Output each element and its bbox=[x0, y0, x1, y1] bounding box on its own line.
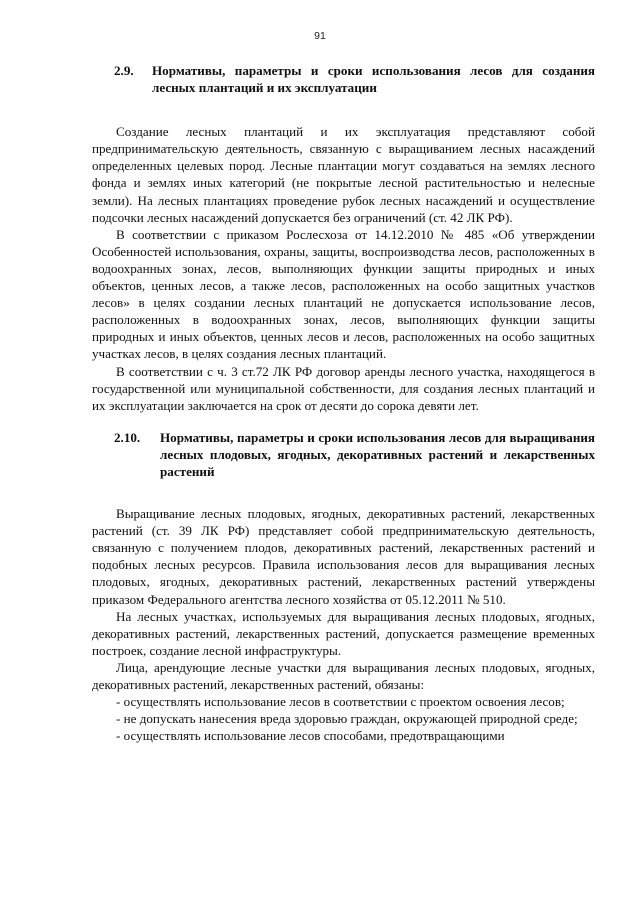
section-heading-2-10 bbox=[92, 429, 595, 480]
list-item: - осуществлять использование лесов в соответствии с проектом освоения лесов; bbox=[116, 694, 565, 710]
page-number: 91 bbox=[314, 30, 326, 42]
section-title: Нормативы, параметры и сроки использования лесов для создания лесных плантаций и их эксплуатации bbox=[152, 63, 595, 96]
section-number: 2.10. bbox=[114, 429, 141, 445]
section-heading-2-9 bbox=[92, 62, 595, 96]
paragraph: Создание лесных плантаций и их эксплуатация представляют собой предпринимательскую деятельность, связанную с выращиванием лесных насаждений определенных целевых пород. Лесные плантации могут создаваться на землях лесного фонда и землях иных категорий (не покрытые лесной растительностью и нелесные земли). На лесных плантациях проведение рубок лесных насаждений и осуществление подсочки лесных насаждений допускается без ограничений (ст. 42 ЛК РФ). bbox=[92, 124, 595, 225]
paragraph: В соответствии с приказом Рослесхоза от 14.12.2010 № 485 «Об утверждении Особенностей использования, охраны, защиты, воспроизводства лесов, расположенных в водоохранных зонах, лесов, выполняющих функции защиты природных и иных объектов, ценных лесов, а также лесов, расположенных на особо защитных участков лесов» в целях создании лесных плантаций не допускается использование лесов, расположенных в водоохранных зонах, лесов, выполняющих функции защиты природных и иных объектов, ценных лесов и лесов, расположенных на особо защитных участках лесов, в целях создания лесных плантаций. bbox=[92, 226, 595, 362]
section-title: Нормативы, параметры и сроки использования лесов для выращивания лесных плодовых, ягодных, декоративных растений и лекарственных растений bbox=[160, 429, 595, 479]
paragraph: В соответствии с ч. 3 ст.72 ЛК РФ договор аренды лесного участка, находящегося в государственной или муниципальной собственности, для создания лесных плантаций и их эксплуатации заключается на срок от десяти до сорока девяти лет. bbox=[92, 363, 595, 413]
paragraph: На лесных участках, используемых для выращивания лесных плодовых, ягодных, декоративных растений, лекарственных растений, допускается размещение временных построек, создание лесной инфраструктуры. bbox=[92, 608, 595, 658]
paragraph: Выращивание лесных плодовых, ягодных, декоративных растений, лекарственных растений (ст. 39 ЛК РФ) представляет собой предпринимательскую деятельность, связанную с получением плодов, декоративных растений, лекарственных растений и подобных лесных ресурсов. Правила использования лесов для выращивания лесных плодовых, ягодных, декоративных растений, лекарственных растений утверждены приказом Федерального агентства лесного хозяйства от 05.12.2011 № 510. bbox=[92, 506, 595, 607]
section-number: 2.9. bbox=[114, 63, 134, 78]
list-item: - осуществлять использование лесов способами, предотвращающими bbox=[116, 728, 505, 744]
list-item: - не допускать нанесения вреда здоровью граждан, окружающей природной среде; bbox=[116, 711, 578, 727]
page-content bbox=[92, 62, 595, 744]
paragraph: Лица, арендующие лесные участки для выращивания лесных плодовых, ягодных, декоративных растений, лекарственных растений, обязаны: bbox=[92, 659, 595, 692]
